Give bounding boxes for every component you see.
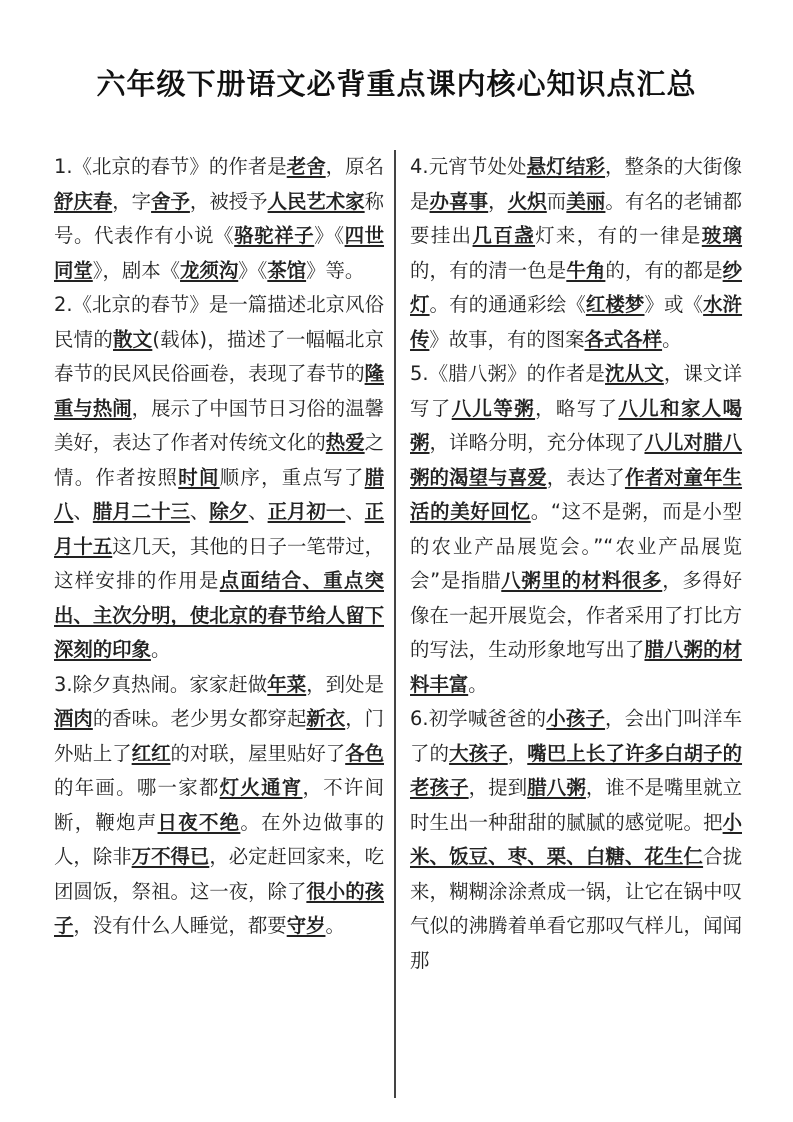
paragraph-text: ，门外贴上了 (54, 707, 385, 765)
key-term: 八粥里的材料很多 (501, 569, 663, 592)
knowledge-point-paragraph (54, 150, 384, 288)
paragraph-text: 称号。代表作有小说《 (54, 189, 385, 247)
key-term: 玻璃 (701, 224, 743, 247)
key-term: 正月初一 (267, 500, 346, 523)
paragraph-text: ，到处是 (306, 672, 384, 696)
key-term: 酒肉 (54, 707, 93, 730)
key-term: 红楼梦 (585, 293, 645, 316)
key-term: 红红 (131, 741, 171, 765)
key-term: 作者对童年生活的美好回忆 (410, 465, 743, 523)
key-term: 悬灯结彩 (526, 155, 606, 178)
paragraph-text: 而 (546, 189, 567, 213)
key-term: 日夜不绝 (157, 810, 241, 834)
key-term: 茶馆 (267, 258, 307, 282)
paragraph-text: 之情。作者按照 (54, 431, 385, 489)
key-term: 散文 (113, 327, 153, 351)
paragraph-text: ，字 (112, 189, 152, 213)
paragraph-text: 这几天，其他的日子一笔带过，这样安排的作用是 (54, 534, 385, 592)
key-term: 正月十五 (54, 500, 385, 558)
paragraph-text: 。 (662, 327, 682, 351)
key-term: 万不得已 (131, 845, 210, 868)
key-term: 老舍 (286, 155, 326, 178)
key-term: 时间 (178, 465, 220, 489)
key-term: 纱灯 (410, 258, 743, 316)
paragraph-text: ，没有什么人睡觉，都要 (73, 914, 287, 937)
key-term: 美丽 (566, 189, 606, 213)
key-term: 火炽 (507, 189, 547, 213)
paragraph-text: 2.《北京的春节》是一篇描述北京风俗民情的 (54, 293, 384, 351)
paragraph-text: 4.元宵节处处 (410, 155, 527, 178)
paragraph-text: 的，有的清一色是 (410, 258, 567, 282)
key-term: 骆驼祥子 (234, 224, 315, 247)
paragraph-text: 的香味。老少男女都穿起 (92, 707, 307, 730)
left-column (54, 150, 384, 944)
paragraph-text: 、 (345, 500, 365, 523)
key-term: 办喜事 (429, 189, 489, 213)
paragraph-text: 、 (189, 500, 210, 523)
key-term: 水浒传 (410, 293, 743, 351)
paragraph-text: 》《 (238, 258, 268, 282)
paragraph-text: (载体)，描述了一幅幅北京春节的民风民俗画卷，表现了春节的 (54, 327, 385, 385)
paragraph-text: 》故事，有的图案 (429, 327, 585, 351)
paragraph-text: 》《 (314, 224, 345, 247)
paragraph-text: ，展示了中国节日习俗的温馨美好，表达了作者对传统文化的 (54, 396, 385, 454)
paragraph-text: 的对联，屋里贴好了 (170, 741, 346, 765)
key-term: 点面结合、重点突出、主次分明，使北京的春节给人留下深刻的印象 (54, 569, 385, 661)
paragraph-text: ，多得好像在一起开展览会，作者采用了打比方的写法，生动形象地写出了 (410, 569, 743, 661)
paragraph-text: 》，剧本《 (92, 258, 181, 282)
paragraph-text: 6.初学喊爸爸的 (410, 707, 547, 730)
paragraph-text: 的，有的都是 (605, 258, 723, 282)
paragraph-text: 》或《 (644, 293, 704, 316)
paragraph-text: ，略写了 (535, 396, 619, 420)
paragraph-text: 》等。 (306, 258, 365, 282)
paragraph-text: ，谁不是嘴里就立时生出一种甜甜的腻腻的感觉呢。把 (410, 776, 743, 834)
key-term: 八儿和家人喝粥 (410, 396, 743, 454)
paragraph-text: 顺序，重点写了 (219, 465, 365, 489)
paragraph-text: 。 (150, 638, 171, 661)
key-term: 腊八粥 (527, 776, 586, 799)
paragraph-text: 。 (325, 914, 345, 937)
paragraph-text: 。在外边做事的人，除非 (54, 810, 385, 868)
paragraph-text: 灯来，有的一律是 (535, 224, 702, 247)
paragraph-text: ，被授予 (189, 189, 268, 213)
paragraph-text: ，表达了 (546, 465, 625, 489)
key-term: 八儿对腊八粥的渴望与喜爱 (410, 431, 743, 489)
paragraph-text: ，必定赶回家来，吃团圆饭，祭祖。这一夜，除了 (54, 845, 385, 903)
paragraph-text: 。“这不是粥，而是小型的农业产品展览会。”“农业产品展览会”是指腊 (410, 500, 743, 592)
paragraph-text: ，详略分明，充分体现了 (429, 431, 645, 454)
key-term: 新衣 (306, 707, 346, 730)
key-term: 各色 (345, 741, 385, 765)
key-term: 小孩子 (546, 707, 606, 730)
paragraph-text: 、 (73, 500, 93, 523)
key-term: 几百盏 (472, 224, 536, 247)
key-term: 很小的孩子 (54, 879, 385, 937)
right-column (410, 150, 742, 978)
key-term: 龙须沟 (180, 258, 239, 282)
key-term: 舍予 (151, 189, 190, 213)
column-divider (394, 150, 396, 1098)
paragraph-text: ，整条的大街像是 (410, 155, 742, 213)
paragraph-text: ，原名 (325, 155, 384, 178)
paragraph-text: ， (488, 189, 508, 213)
key-term: 守岁 (286, 914, 326, 937)
key-term: 除夕 (209, 500, 249, 523)
key-term: 年菜 (267, 672, 307, 696)
key-term: 腊月二十三 (92, 500, 190, 523)
key-term: 四世同堂 (54, 224, 385, 282)
paragraph-text: ，不许间断，鞭炮声 (54, 776, 385, 834)
paragraph-text: 。 (468, 672, 488, 696)
key-term: 小米、饭豆、枣、栗、白糖、花生仁 (410, 810, 742, 868)
paragraph-text: ，提到 (468, 776, 528, 799)
key-term: 大孩子 (449, 741, 508, 765)
key-term: 腊八粥的材料丰富 (410, 638, 743, 696)
key-term: 热爱 (325, 431, 365, 454)
key-term: 嘴巴上长了许多白胡子的老孩子 (410, 741, 743, 799)
key-term: 舒庆春 (54, 189, 113, 213)
paragraph-text: 。有的通通彩绘《 (429, 293, 586, 316)
paragraph-text: 3.除夕真热闹。家家赶做 (54, 672, 268, 696)
paragraph-text: 的年画。哪一家都 (54, 776, 220, 799)
knowledge-point-paragraph (410, 150, 742, 357)
paragraph-text: 。有名的老铺都要挂出 (410, 189, 743, 247)
knowledge-point-paragraph (410, 357, 742, 702)
key-term: 沈从文 (605, 362, 664, 385)
key-term: 八儿等粥 (451, 396, 536, 420)
paragraph-text: 5.《腊八粥》的作者是 (410, 362, 606, 385)
paragraph-text: ，课文详写了 (410, 362, 742, 420)
key-term: 各式各样 (584, 327, 663, 351)
key-term: 人民艺术家 (267, 189, 365, 213)
paragraph-text: ， (507, 741, 528, 765)
page-title: 六年级下册语文必背重点课内核心知识点汇总 (96, 67, 697, 101)
key-term: 腊八 (54, 465, 385, 523)
knowledge-point-paragraph (54, 668, 384, 944)
key-term: 灯火通宵 (219, 776, 303, 799)
knowledge-point-paragraph (54, 288, 384, 668)
paragraph-text: 合拢来，糊糊涂涂煮成一锅，让它在锅中叹气似的沸腾着单看它那叹气样儿，闻闻那 (410, 845, 743, 972)
paragraph-text: 、 (248, 500, 268, 523)
paragraph-text: 1.《北京的春节》的作者是 (54, 155, 287, 178)
key-term: 隆重与热闹 (54, 362, 384, 420)
paragraph-text: ，会出门叫洋车了的 (410, 707, 742, 765)
knowledge-point-paragraph (410, 702, 742, 978)
key-term: 牛角 (566, 258, 606, 282)
